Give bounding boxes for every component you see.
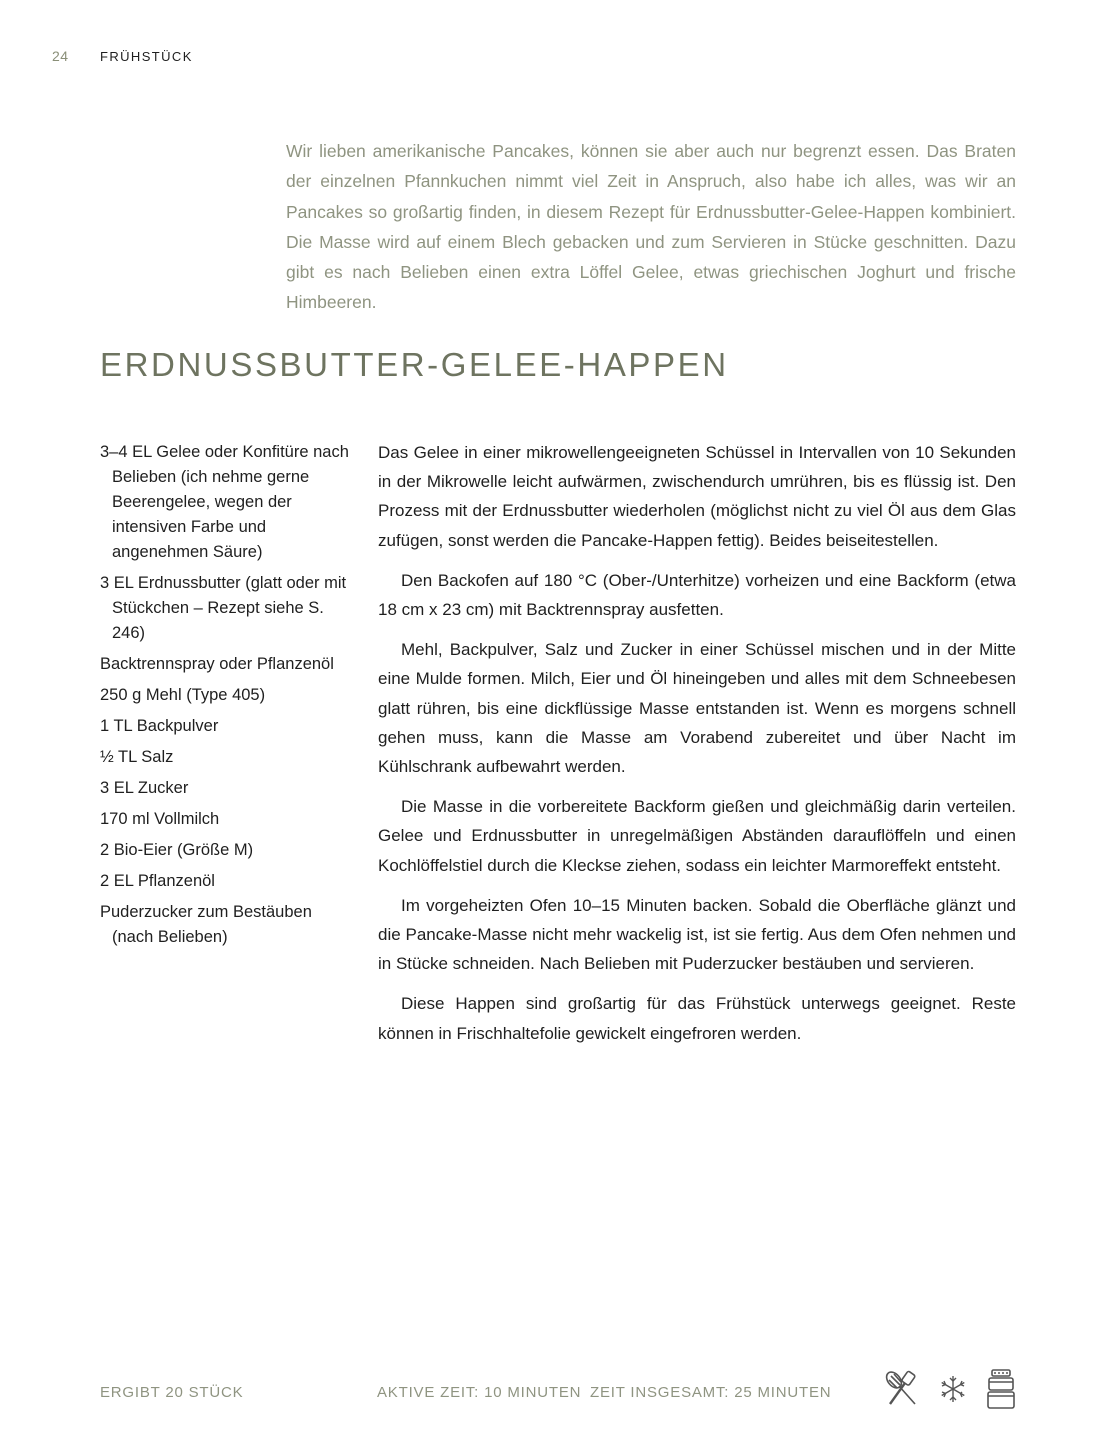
page-number: 24: [52, 48, 69, 64]
page-header: [52, 48, 193, 64]
ingredient-item: 2 Bio-Eier (Größe M): [100, 841, 254, 859]
container-stack-icon: [986, 1368, 1016, 1415]
ingredient-list: [100, 440, 350, 956]
ingredient-item: 250 g Mehl (Type 405): [100, 686, 266, 704]
ingredient-item: 3 EL Erdnussbutter (glatt oder mit Stückchen – Rezept siehe S. 246): [100, 574, 347, 642]
recipe-title: ERDNUSSBUTTER-GELEE-HAPPEN: [100, 346, 729, 383]
ingredient-item: 3–4 EL Gelee oder Konfitüre nach Belieben (ich nehme gerne Beerengelee, wegen der intensiven Farbe und angenehmen Säure): [100, 443, 349, 561]
ingredient-item: 3 EL Zucker: [100, 779, 189, 797]
method-steps: [378, 438, 1016, 1059]
method-step: Diese Happen sind großartig für das Frühstück unterwegs geeignet. Reste können in Frischhaltefolie gewickelt eingefroren werden.: [378, 994, 1016, 1043]
ingredient-item: 1 TL Backpulver: [100, 717, 219, 735]
total-time-label: ZEIT INSGESAMT: 25 MINUTEN: [590, 1384, 832, 1401]
ingredient-item: Backtrennspray oder Pflanzenöl: [100, 655, 334, 673]
method-step: Mehl, Backpulver, Salz und Zucker in einer Schüssel mischen und in der Mitte eine Mulde formen. Milch, Eier und Öl hineingeben und alles mit dem Schneebesen glatt rühren, bis eine dickflüssige Masse entstanden ist. Wenn es morgens schnell gehen muss, kann die Masse am Vorabend zubereitet und über Nacht im Kühlschrank aufbewahrt werden.: [378, 640, 1016, 777]
snowflake-icon: [938, 1374, 968, 1409]
method-step: Die Masse in die vorbereitete Backform gießen und gleichmäßig darin verteilen. Gelee und Erdnussbutter in unregelmäßigen Abständen darauflöffeln und einen Kochlöffelstiel durch die Kleckse ziehen, sodass ein leichter Marmoreffekt entsteht.: [378, 797, 1016, 875]
active-time-label: AKTIVE ZEIT: 10 MINUTEN: [377, 1384, 582, 1401]
section-title: FRÜHSTÜCK: [100, 49, 193, 64]
method-step: Den Backofen auf 180 °C (Ober-/Unterhitze) vorheizen und eine Backform (etwa 18 cm x 23 cm) mit Backtrennspray ausfetten.: [378, 570, 1016, 620]
method-step: Im vorgeheizten Ofen 10–15 Minuten backen. Sobald die Oberfläche glänzt und die Pancake-Masse nicht mehr wackelig ist, ist sie fertig. Aus dem Ofen nehmen und in Stücke schneiden. Nach Belieben mit Puderzucker bestäuben und servieren.: [378, 895, 1016, 974]
intro-paragraph: Wir lieben amerikanische Pancakes, können sie aber auch nur begrenzt essen. Das Braten der einzelnen Pfannkuchen nimmt viel Zeit in Anspruch, also habe ich alles, was wir an Pancakes so großartig finden, in diesem Rezept für Erdnussbutter-Gelee-Happen kombiniert. Die Masse wird auf einem Blech gebacken und zum Servieren in Stücke geschnitten. Dazu gibt es nach Belieben einen extra Löffel Gelee, etwas griechischen Joghurt und frische Himbeeren.: [286, 141, 1016, 313]
ingredient-item: 2 EL Pflanzenöl: [100, 872, 215, 890]
ingredient-item: ½ TL Salz: [100, 748, 174, 766]
method-step: Das Gelee in einer mikrowellengeeigneten Schüssel in Intervallen von 10 Sekunden in der Mikrowelle leicht aufwärmen, zwischendurch umrühren, bis es flüssig ist. Den Prozess mit der Erdnussbutter wiederholen (möglichst nicht zu viel Öl aus dem Glas zufügen, sonst werden die Pancake-Happen fettig). Beides beiseitestellen.: [378, 443, 1016, 550]
whisk-spatula-icon: [884, 1370, 920, 1413]
ingredient-item: Puderzucker zum Bestäuben (nach Belieben): [100, 903, 312, 946]
ingredient-item: 170 ml Vollmilch: [100, 810, 220, 828]
yield-label: ERGIBT 20 STÜCK: [100, 1384, 244, 1401]
recipe-icons: [884, 1368, 1016, 1415]
